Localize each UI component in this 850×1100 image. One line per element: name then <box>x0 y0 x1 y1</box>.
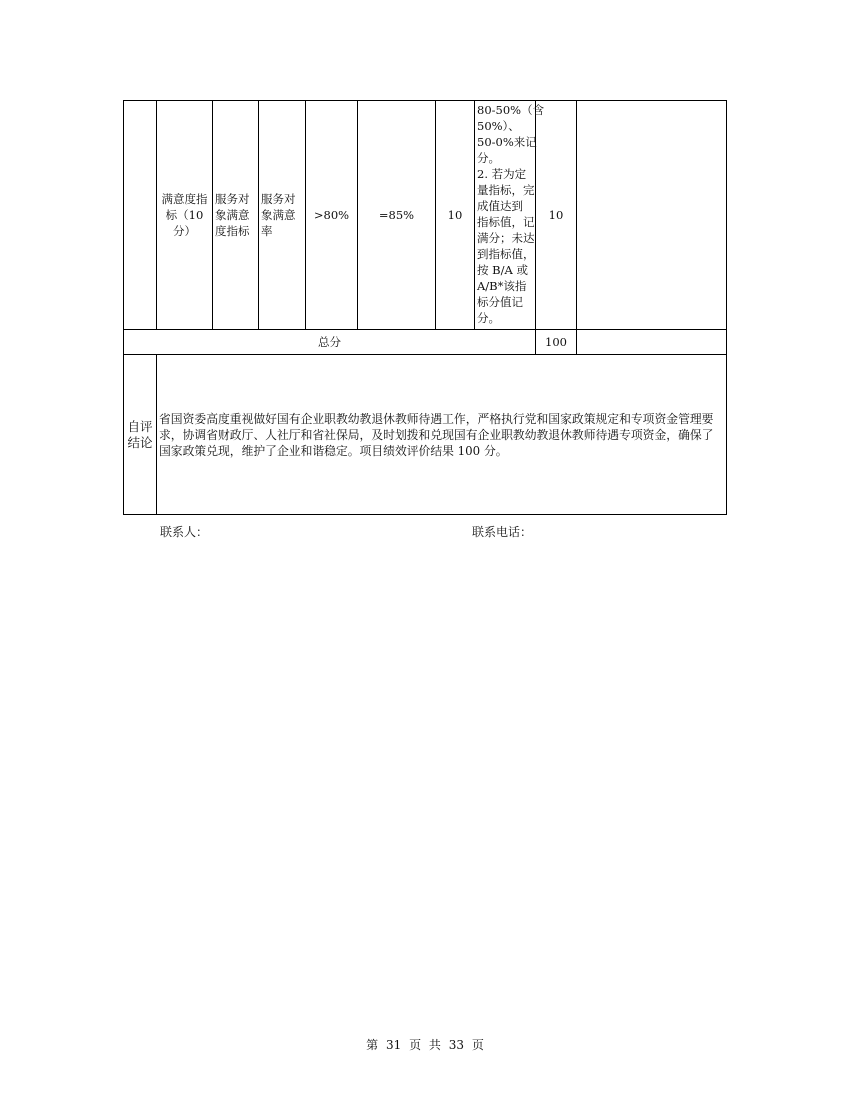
criteria-line: 80-50%（含 <box>477 103 545 117</box>
conclusion-label-line2: 结论 <box>127 434 153 450</box>
criteria-line: 指标值，记 <box>477 215 535 229</box>
criteria-line: 按 B/A 或 <box>477 263 528 277</box>
conclusion-text: 省国资委高度重视做好国有企业职教幼教退休教师待遇工作，严格执行党和国家政策规定和专项资金管理要求，协调省财政厅、人社厅和省社保局，及时划拨和兑现国有企业职教幼教退休教师待遇专项资金，确保了国家政策兑现，维护了企业和谐稳定。项目绩效评价结果 100 分。 <box>157 355 727 515</box>
contact-phone-label: 联系电话： <box>472 525 533 539</box>
cell-weight: 10 <box>436 101 475 330</box>
criteria-line: 50%）、 <box>477 119 520 133</box>
table-row <box>124 101 727 330</box>
criteria-line: 分。 <box>477 311 500 325</box>
cell-indicator-l2: 满意度指标（10 分） <box>157 101 213 330</box>
conclusion-label-line1: 自评 <box>127 418 153 434</box>
criteria-line: 量指标，完 <box>477 183 535 197</box>
footer-prefix: 第 <box>366 1038 379 1052</box>
cell-remark <box>577 101 727 330</box>
cell-target-value: >80% <box>306 101 358 330</box>
total-remark <box>577 330 727 355</box>
cell-scoring-criteria <box>475 101 545 330</box>
cell-score: 10 <box>536 101 577 330</box>
footer-mid1: 页 <box>409 1038 422 1052</box>
criteria-line: 成值达到 <box>477 199 523 213</box>
page-number-footer <box>0 1036 850 1053</box>
contact-person-label: 联系人： <box>160 525 209 539</box>
conclusion-label <box>124 355 157 515</box>
criteria-line: 满分；未达 <box>477 231 535 245</box>
cell-actual-value: =85% <box>358 101 436 330</box>
criteria-line: 分。 <box>477 151 500 165</box>
footer-mid2: 共 <box>428 1038 441 1052</box>
performance-evaluation-table <box>123 100 727 515</box>
footer-suffix: 页 <box>471 1038 484 1052</box>
total-score: 100 <box>536 330 577 355</box>
cell-indicator-l3: 服务对象满意度指标 <box>213 101 259 330</box>
criteria-line: 标分值记 <box>477 295 523 309</box>
conclusion-row <box>124 355 727 515</box>
criteria-line: 50-0%来记 <box>477 135 537 149</box>
total-label: 总分 <box>124 330 536 355</box>
footer-current-page: 31 <box>385 1038 402 1052</box>
criteria-line: 到指标值， <box>477 247 535 261</box>
criteria-line: 2. 若为定 <box>477 167 527 181</box>
criteria-line: A/B*该指 <box>477 279 527 293</box>
footer-total-pages: 33 <box>448 1038 465 1052</box>
cell-indicator-l1 <box>124 101 157 330</box>
total-row <box>124 330 727 355</box>
cell-indicator-name: 服务对象满意率 <box>259 101 306 330</box>
